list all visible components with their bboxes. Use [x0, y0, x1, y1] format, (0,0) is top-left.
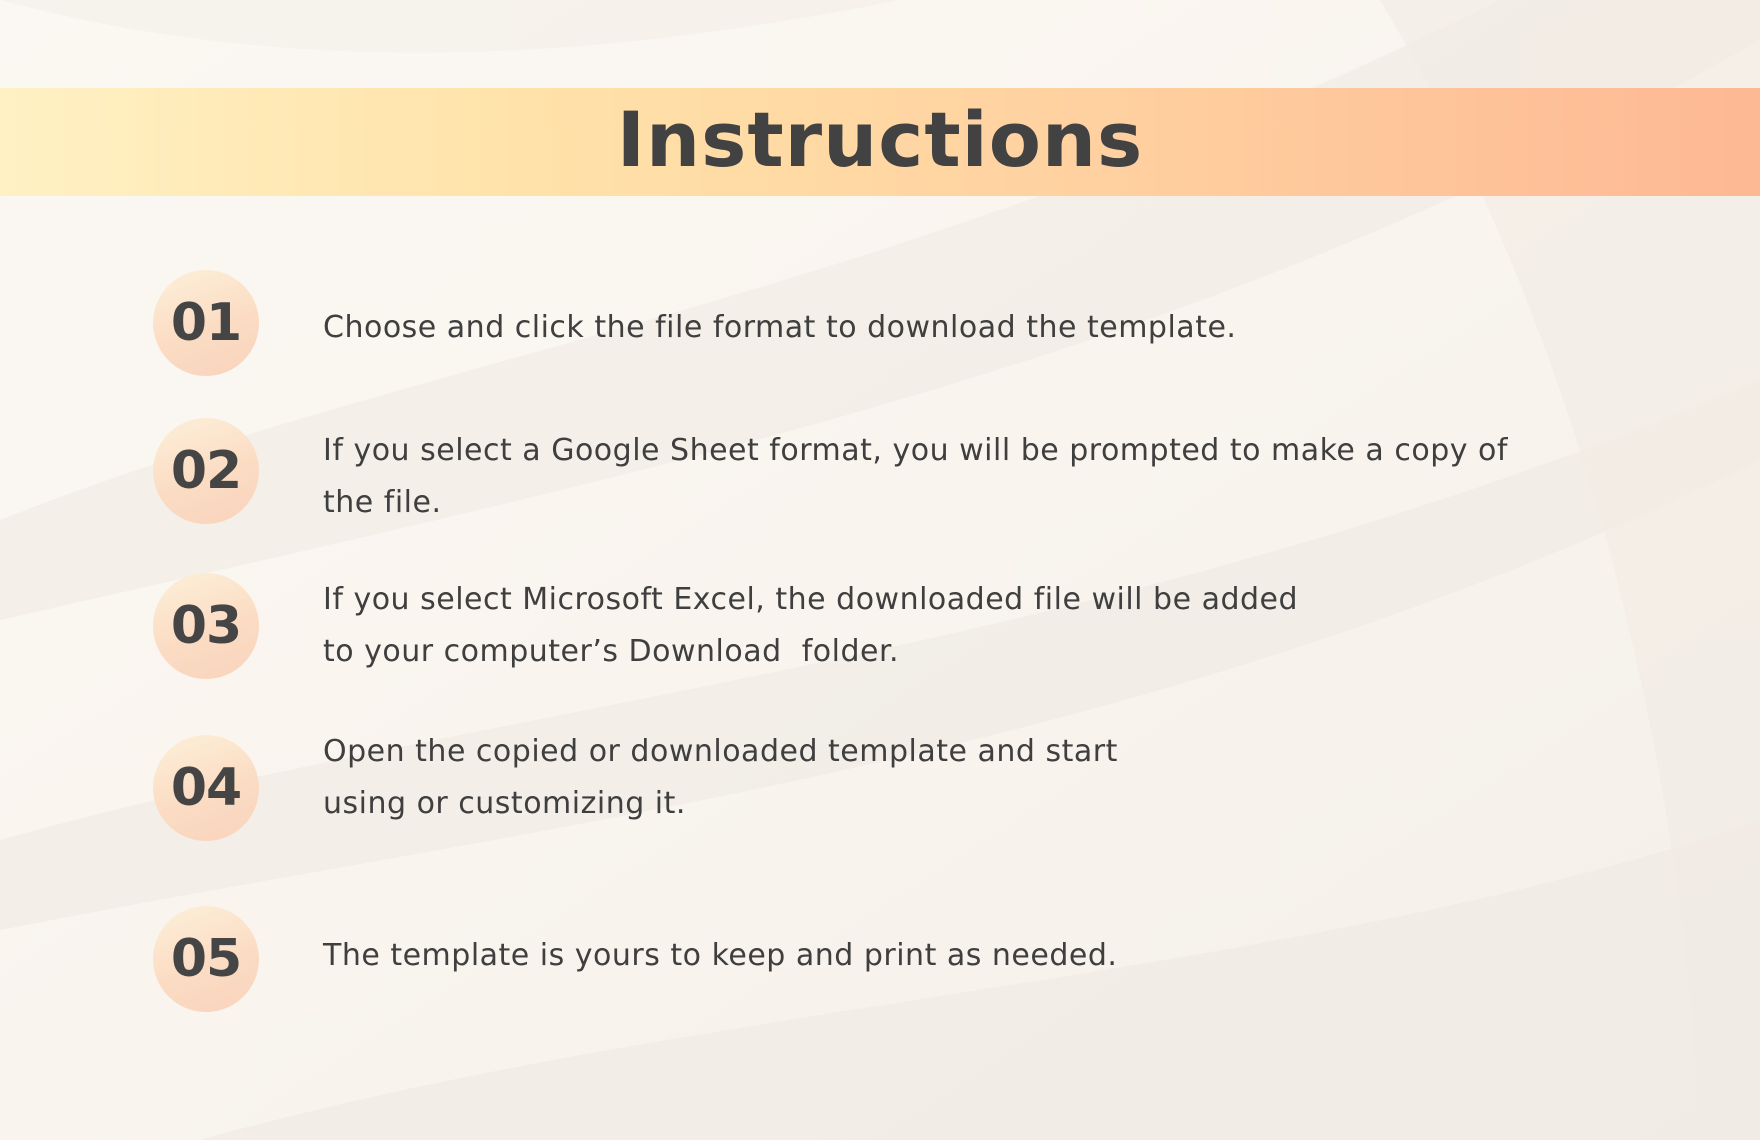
step-text: The template is yours to keep and print as needed. — [323, 938, 1118, 973]
step-number-badge — [153, 270, 259, 376]
step-number-badge — [153, 418, 259, 524]
step-number: 05 — [170, 929, 242, 989]
page-title: Instructions — [616, 95, 1144, 184]
step-number: 02 — [170, 441, 242, 501]
step-text: Choose and click the file format to download the template. — [323, 310, 1237, 345]
step-number-badge — [153, 573, 259, 679]
step-number: 03 — [170, 596, 242, 656]
step-number-badge — [153, 735, 259, 841]
step-text: Open the copied or downloaded template and start using or customizing it. — [323, 734, 1118, 821]
step-number-badge — [153, 906, 259, 1012]
step-number: 04 — [170, 758, 242, 818]
step-text: If you select a Google Sheet format, you will be prompted to make a copy of the file. — [323, 433, 1508, 520]
step-text: If you select Microsoft Excel, the downloaded file will be added to your computer’s Download folder. — [323, 582, 1299, 669]
step-number: 01 — [170, 293, 242, 353]
